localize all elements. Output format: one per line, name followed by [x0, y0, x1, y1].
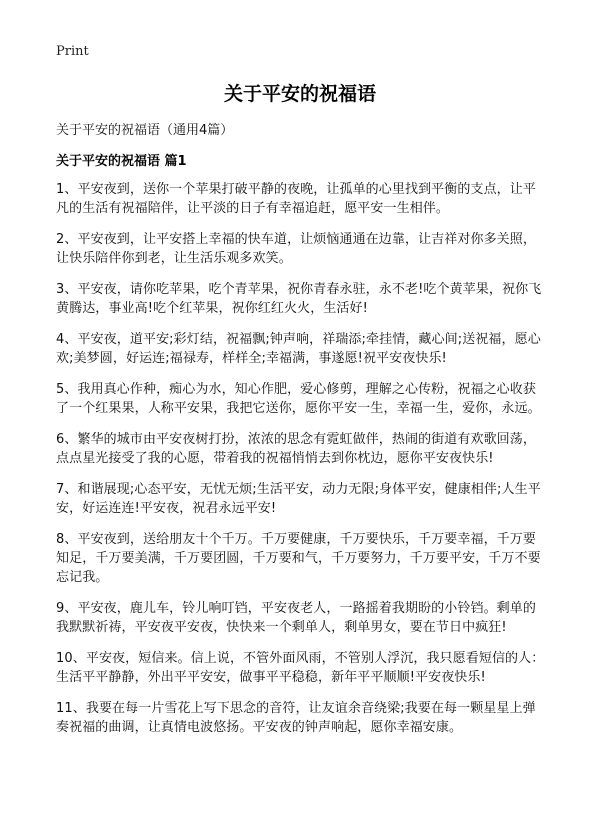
- print-link[interactable]: Print: [56, 44, 89, 59]
- list-item: 5、我用真心作种，痴心为水，知心作肥，爱心修剪，理解之心传粉，祝福之心收获了一个红果果，人称平安果，我把它送你，愿你平安一生，幸福一生，爱你，永远。: [56, 382, 541, 416]
- list-item: 8、平安夜到，送给朋友十个千万。千万要健康，千万要快乐，千万要幸福，千万要知足，千万要美满，千万要团圆，千万要和气，千万要努力，千万要平安，千万不要忘记我。: [56, 532, 541, 585]
- list-item: 1、平安夜到，送你一个苹果打破平静的夜晚，让孤单的心里找到平衡的支点，让平凡的生活有祝福陪伴，让平淡的日子有幸福追赶，愿平安一生相伴。: [56, 182, 536, 216]
- list-item: 4、平安夜，道平安;彩灯结，祝福飘;钟声响，祥瑞添;牵挂情，藏心间;送祝福，愿心欢;美梦圆，好运连;福禄寿，样样全;幸福满，事遂愿!祝平安夜快乐!: [56, 332, 541, 366]
- list-item: 7、和谐展现;心态平安，无忧无烦;生活平安，动力无限;身体平安，健康相伴;人生平安，好运连连!平安夜，祝君永远平安!: [56, 482, 541, 516]
- list-item: 10、平安夜，短信来。信上说，不管外面风雨，不管别人浮沉，我只愿看短信的人：生活平平静静，外出平平安安，做事平平稳稳，新年平平顺顺!平安夜快乐!: [56, 651, 545, 685]
- page-title: 关于平安的祝福语: [223, 83, 376, 105]
- list-item: 2、平安夜到，让平安搭上幸福的快车道，让烦恼通通在边靠，让吉祥对你多关照，让快乐陪伴你到老，让生活乐观多欢笑。: [56, 232, 536, 266]
- section-heading: 关于平安的祝福语 篇1: [56, 154, 187, 169]
- document-subtitle: 关于平安的祝福语（通用4篇）: [56, 123, 234, 138]
- list-item: 3、平安夜，请你吃苹果，吃个青苹果，祝你青春永驻，永不老!吃个黄苹果，祝你飞黄腾达，事业高!吃个红苹果，祝你红红火火，生活好!: [56, 282, 542, 316]
- blessing-list: [56, 180, 546, 749]
- list-item: 9、平安夜，鹿儿车，铃儿响叮铛，平安夜老人，一路摇着我期盼的小铃铛。剩单的我默默祈祷，平安夜平安夜，快快来一个剩单人，剩单男女，要在节日中疯狂!: [56, 601, 536, 635]
- list-item: 11、我要在每一片雪花上写下思念的音符，让友谊余音绕梁;我要在每一颗星星上弹奏祝福的曲调，让真情电波悠扬。平安夜的钟声响起，愿你幸福安康。: [56, 701, 536, 735]
- list-item: 6、繁华的城市由平安夜树打扮，浓浓的思念有霓虹做伴，热闹的街道有欢歌回荡，点点星光接受了我的心愿，带着我的祝福悄悄去到你枕边，愿你平安夜快乐!: [56, 432, 536, 466]
